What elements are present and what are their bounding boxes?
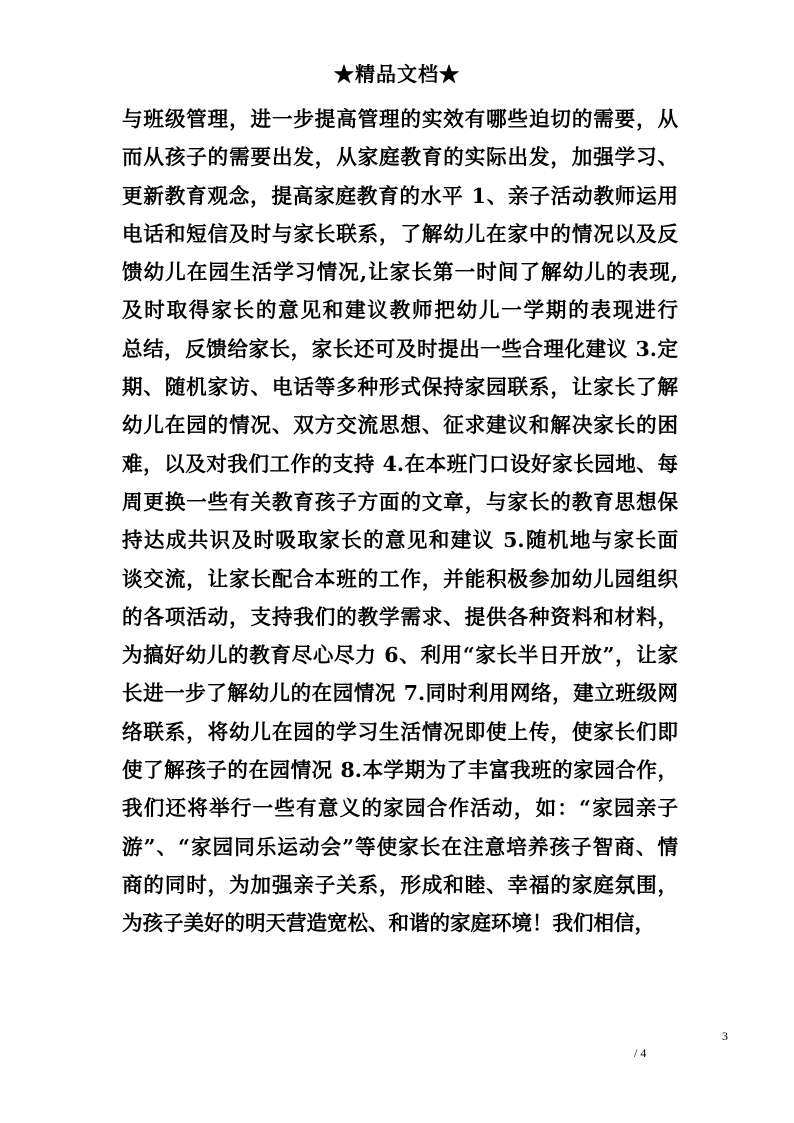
body-line: 期、随机家访、电话等多种形式保持家园联系，让家长了解	[122, 375, 678, 400]
body-line: 电话和短信及时与家长联系，了解幼儿在家中的情况以及反	[122, 221, 678, 246]
body-line: 谈交流，让家长配合本班的工作，并能积极参加幼儿园组织	[122, 566, 678, 591]
body-line: 周更换一些有关教育孩子方面的文章，与家长的教育思想保	[122, 489, 678, 514]
body-line: 使了解孩子的在园情况 8.本学期为了丰富我班的家园合作，	[122, 758, 678, 783]
body-line: 为搞好幼儿的教育尽心尽力 6、利用“家长半日开放”，让家	[122, 643, 678, 668]
body-line: 为孩子美好的明天营造宽松、和谐的家庭环境！我们相信，	[122, 911, 655, 936]
body-line: 持达成共识及时吸取家长的意见和建议 5.随机地与家长面	[122, 528, 678, 553]
document-header-title: ★精品文档★	[334, 62, 460, 86]
document-body	[122, 100, 678, 943]
body-line: 馈幼儿在园生活学习情况,让家长第一时间了解幼儿的表现,	[122, 260, 678, 285]
body-line: 长进一步了解幼儿的在园情况 7.同时利用网络，建立班级网	[122, 681, 678, 706]
page-total: / 4	[634, 1046, 647, 1060]
body-line: 而从孩子的需要出发，从家庭教育的实际出发，加强学习、	[122, 145, 678, 170]
page-number: 3	[722, 1029, 728, 1043]
body-line: 我们还将举行一些有意义的家园合作活动，如：“家园亲子	[122, 796, 678, 821]
body-line: 的各项活动，支持我们的教学需求、提供各种资料和材料，	[122, 604, 678, 629]
body-line: 更新教育观念，提高家庭教育的水平 1、亲子活动教师运用	[122, 183, 678, 208]
body-line: 及时取得家长的意见和建议教师把幼儿一学期的表现进行	[122, 298, 678, 323]
body-line: 幼儿在园的情况、双方交流思想、征求建议和解决家长的困	[122, 413, 678, 438]
body-line: 络联系，将幼儿在园的学习生活情况即使上传，使家长们即	[122, 719, 678, 744]
body-line: 商的同时，为加强亲子关系，形成和睦、幸福的家庭氛围，	[122, 872, 678, 897]
body-line: 难，以及对我们工作的支持 4.在本班门口设好家长园地、每	[122, 451, 678, 476]
body-line: 总结，反馈给家长，家长还可及时提出一些合理化建议 3.定	[122, 336, 678, 361]
body-line: 与班级管理，进一步提高管理的实效有哪些迫切的需要，从	[122, 107, 678, 131]
body-line: 游”、“家园同乐运动会”等使家长在注意培养孩子智商、情	[122, 834, 678, 859]
